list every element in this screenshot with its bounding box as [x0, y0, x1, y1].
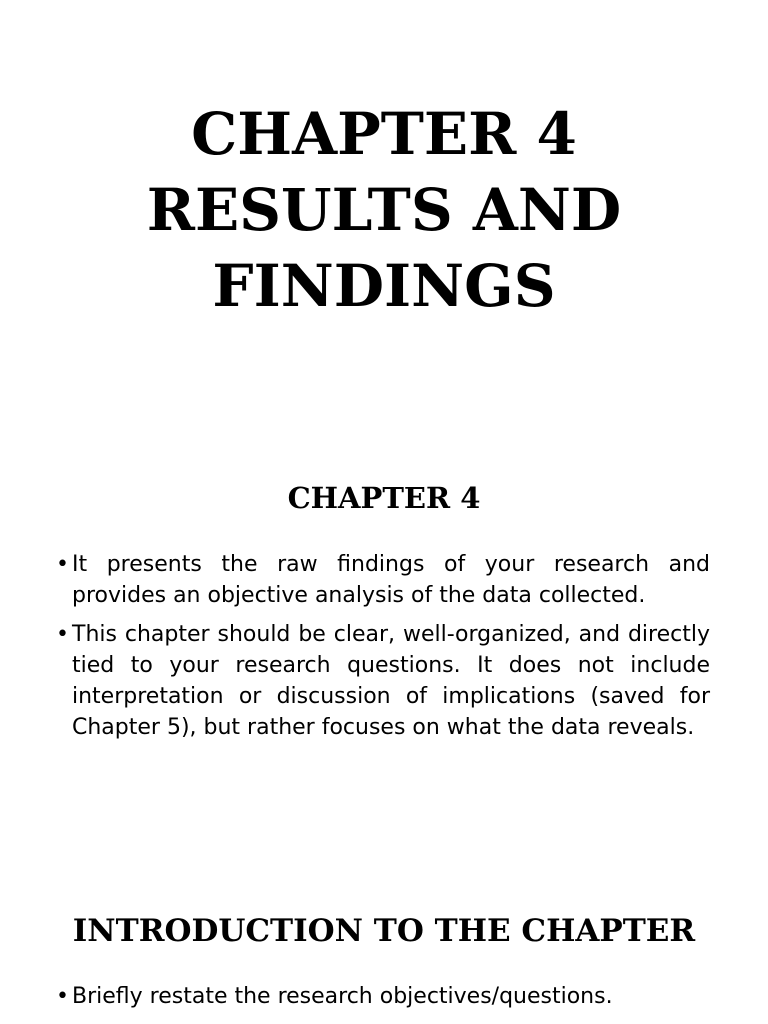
list-item-text: This chapter should be clear, well-organized, and directly tied to your research questions. It does not include interpretation or discussion of implications (saved for Chapter 5), but rather focuses on what the data reveals. — [72, 622, 710, 740]
section-heading-chapter: CHAPTER 4 — [287, 481, 481, 515]
bullet-icon: • — [56, 552, 69, 577]
list-item-text: It presents the raw findings of your research and provides an objective analysis of the data collected. — [72, 552, 710, 608]
list-item — [56, 619, 710, 743]
list-item — [56, 549, 710, 611]
bullet-icon: • — [56, 622, 69, 647]
list-item — [56, 981, 710, 1012]
title-line-3: FINDINGS — [212, 252, 556, 320]
bullet-icon: • — [56, 984, 69, 1009]
title-line-1: CHAPTER 4 — [191, 100, 577, 168]
list-item-text: Briefly restate the research objectives/questions. — [72, 984, 613, 1009]
section-heading-introduction: INTRODUCTION TO THE CHAPTER — [72, 913, 696, 949]
chapter-bullet-list — [56, 549, 710, 751]
introduction-bullet-list — [56, 981, 710, 1020]
page-title — [0, 96, 768, 324]
title-line-2: RESULTS AND — [146, 176, 622, 244]
